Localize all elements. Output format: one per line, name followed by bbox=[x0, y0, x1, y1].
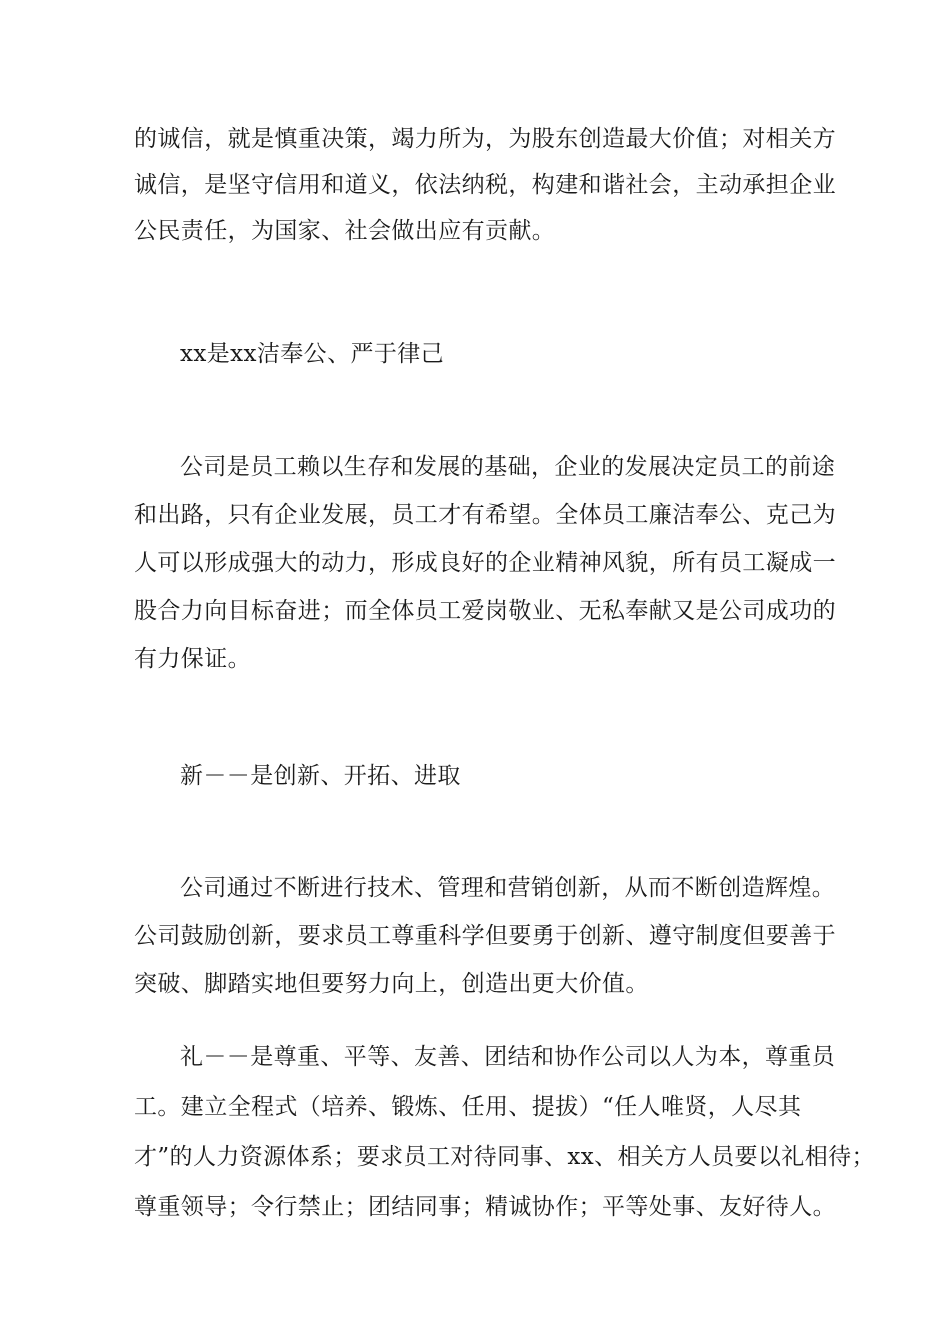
section-heading: xx是xx洁奉公、严于律己 bbox=[180, 341, 445, 367]
paragraph-line: 礼－－是尊重、平等、友善、团结和协作公司以人为本，尊重员 bbox=[180, 1044, 836, 1070]
paragraph-line: 有力保证。 bbox=[134, 646, 251, 672]
paragraph-line: 公司鼓励创新，要求员工尊重科学但要勇于创新、遵守制度但要善于 bbox=[134, 923, 836, 949]
paragraph-line: 和出路，只有企业发展，员工才有希望。全体员工廉洁奉公、克己为 bbox=[134, 502, 836, 528]
paragraph-line: 人可以形成强大的动力，形成良好的企业精神风貌，所有员工凝成一 bbox=[134, 550, 836, 576]
paragraph-line: 尊重领导；令行禁止；团结同事；精诚协作；平等处事、友好待人。 bbox=[134, 1194, 836, 1220]
paragraph-line: 公民责任，为国家、社会做出应有贡献。 bbox=[134, 218, 556, 244]
paragraph-line: 突破、脚踏实地但要努力向上，创造出更大价值。 bbox=[134, 971, 649, 997]
paragraph-line: 才”的人力资源体系；要求员工对待同事、xx、相关方人员要以礼相待； bbox=[134, 1144, 875, 1170]
paragraph-line: 公司是员工赖以生存和发展的基础，企业的发展决定员工的前途 bbox=[180, 454, 836, 480]
section-heading: 新－－是创新、开拓、进取 bbox=[180, 763, 461, 789]
paragraph-line: 诚信，是坚守信用和道义，依法纳税，构建和谐社会，主动承担企业 bbox=[134, 172, 836, 198]
paragraph-line: 工。建立全程式（培养、锻炼、任用、提拔）“任人唯贤，人尽其 bbox=[134, 1094, 802, 1120]
paragraph-line: 公司通过不断进行技术、管理和营销创新，从而不断创造辉煌。 bbox=[180, 875, 836, 901]
paragraph-line: 的诚信，就是慎重决策，竭力所为，为股东创造最大价值；对相关方 bbox=[134, 126, 836, 152]
paragraph-line: 股合力向目标奋进；而全体员工爱岗敬业、无私奉献又是公司成功的 bbox=[134, 598, 836, 624]
